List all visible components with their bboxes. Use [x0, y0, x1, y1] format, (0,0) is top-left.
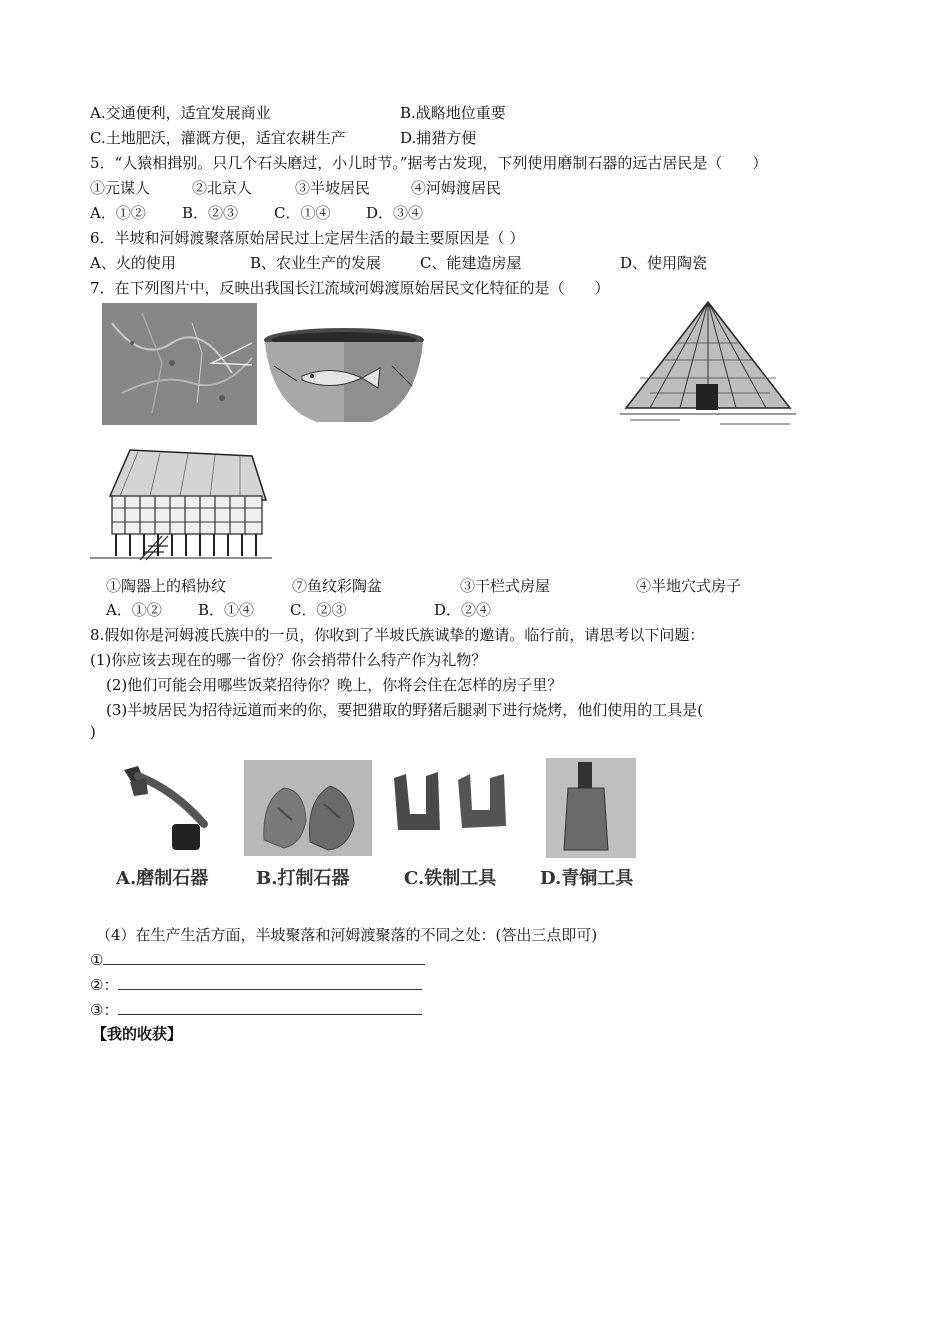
q8-part-2: (2)他们可能会用哪些饭菜招待你？晚上，你将会住在怎样的房子里？ [106, 676, 563, 694]
q6-option-a: A、火的使用 [90, 254, 176, 272]
iron-tool-image [386, 764, 524, 856]
q7-option-c: C．②③ [290, 601, 347, 619]
q8-part-3-close: ) [90, 723, 96, 741]
harvest-heading: 【我的收获】 [92, 1025, 183, 1043]
q5-item-2: ②北京人 [192, 179, 253, 197]
q6-option-b: B、农业生产的发展 [250, 254, 382, 272]
q4-option-a: A.交通便利，适宜发展商业 [90, 104, 271, 122]
q7-caption-1: ①陶器上的稻协纹 [106, 577, 227, 595]
fish-pattern-basin-image [262, 326, 426, 426]
q5-stem: 5．“人猿相揖别。只几个石头磨过，小儿时节。”据考古发现，下列使用磨制石器的远古居民是（ ） [90, 154, 768, 172]
answer-label-3: ③： [90, 1001, 119, 1019]
q8-stem: 8.假如你是河姆渡氏族中的一员，你收到了半坡氏族诚挚的邀请。临行前，请思考以下问题： [90, 626, 705, 644]
q4-option-d: D.捕猎方便 [400, 129, 477, 147]
q4-option-b: B.战略地位重要 [400, 104, 506, 122]
q6-stem: 6．半坡和河姆渡聚落原始居民过上定居生活的最主要原因是（ ） [90, 229, 525, 247]
answer-line-1 [90, 950, 425, 970]
rice-pattern-pottery-image [102, 303, 257, 425]
q5-item-1: ①元谋人 [90, 179, 151, 197]
stilt-house-image [90, 448, 272, 566]
answer-blank-3[interactable] [118, 1000, 422, 1015]
chipped-stone-tool-image [244, 760, 372, 856]
q7-caption-2: ⑦鱼纹彩陶盆 [292, 577, 383, 595]
q5-item-3: ③半坡居民 [295, 179, 371, 197]
answer-label-2: ②： [90, 976, 119, 994]
q5-item-4: ④河姆渡居民 [411, 179, 502, 197]
tool-caption-b: B.打制石器 [256, 868, 350, 889]
q7-option-d: D．②④ [434, 601, 492, 619]
answer-line-2 [90, 975, 422, 995]
q6-option-c: C、能建造房屋 [420, 254, 522, 272]
q7-caption-3: ③干栏式房屋 [460, 577, 551, 595]
tool-caption-c: C.铁制工具 [404, 868, 497, 889]
q5-option-b: B．②③ [182, 204, 239, 222]
bronze-tool-image [546, 758, 636, 858]
polished-stone-tool-image [104, 760, 230, 856]
q5-option-c: C．①④ [274, 204, 331, 222]
q8-part-3: (3)半坡居民为招待远道而来的你，要把猎取的野猪后腿剥下进行烧烤，他们使用的工具是( [106, 701, 704, 719]
q6-option-d: D、使用陶瓷 [620, 254, 708, 272]
q4-option-c: C.土地肥沃，灌溉方便，适宜农耕生产 [90, 129, 346, 147]
q7-option-b: B．①④ [198, 601, 255, 619]
answer-line-3 [90, 1000, 422, 1020]
semi-subterranean-house-image [620, 298, 796, 434]
q7-option-a: A．①② [106, 601, 162, 619]
q7-stem: 7．在下列图片中，反映出我国长江流域河姆渡原始居民文化特征的是（ ） [90, 279, 610, 297]
q7-caption-4: ④半地穴式房子 [636, 577, 742, 595]
answer-blank-1[interactable] [103, 950, 425, 965]
tool-caption-a: A.磨制石器 [116, 868, 209, 889]
q5-option-a: A．①② [90, 204, 146, 222]
q8-part-1: (1)你应该去现在的哪一省份？你会捎带什么特产作为礼物？ [90, 651, 487, 669]
q8-part-4: （4）在生产生活方面，半坡聚落和河姆渡聚落的不同之处：(答出三点即可) [96, 926, 598, 944]
answer-blank-2[interactable] [118, 975, 422, 990]
tool-caption-d: D.青铜工具 [540, 868, 634, 889]
q5-option-d: D．③④ [366, 204, 424, 222]
answer-label-1: ① [90, 951, 104, 969]
